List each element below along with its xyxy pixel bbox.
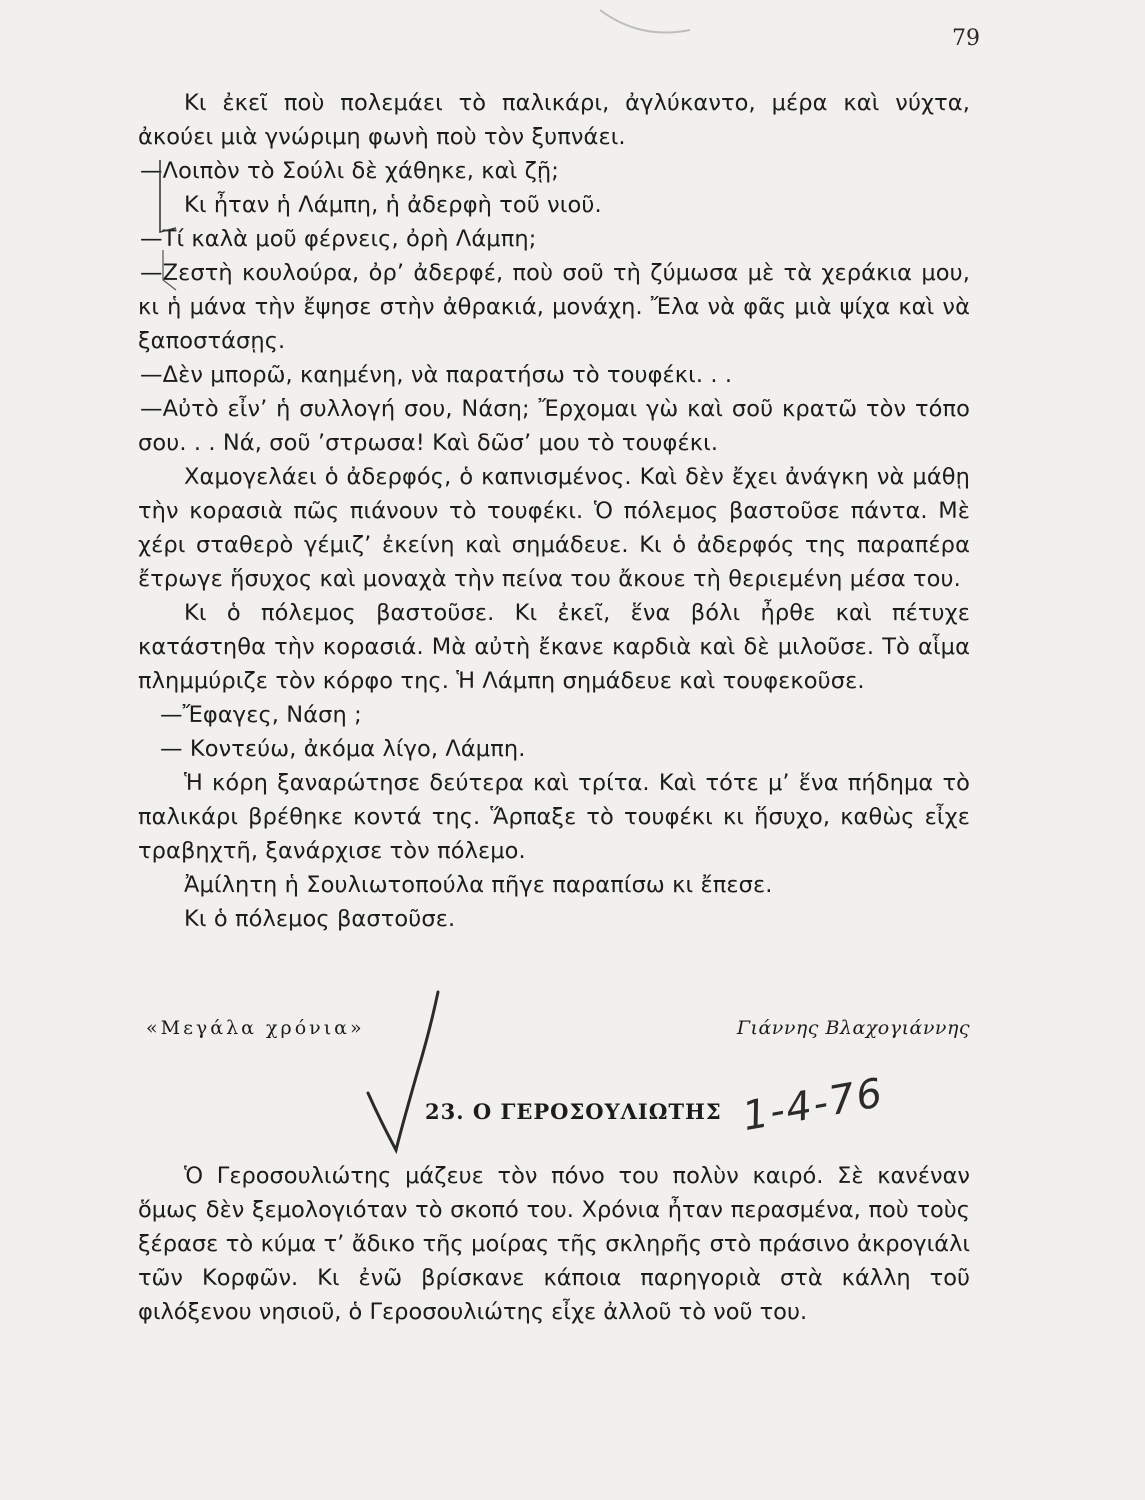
dialog-line: —Ἔφαγες, Νάση ; — [160, 702, 362, 728]
source-title: «Μεγάλα χρόνια» — [146, 1017, 365, 1039]
paragraph: Χαμογελάει ὁ ἀδερφός, ὁ καπνισμένος. Καὶ δὲν ἔχει ἀνάγκη νὰ μάθῃ τὴν κορασιὰ πῶς πιάνουν τὸ τουφέκι. Ὁ πόλεμος βαστοῦσε πάντα. Μὲ χέρι σταθερὸ γέμιζ’ ἐκείνη καὶ σημάδευε. Κι ὁ ἀδερφός της παραπέρα ἔτρωγε ἥσυχος καὶ μοναχὰ τὴν πείνα του ἄκουε τὴ θεριεμένη μέσα του. — [138, 464, 970, 592]
source-author: Γιάννης Βλαχογιάννης — [736, 1017, 970, 1039]
dialog-line: —Αὐτὸ εἶν’ ἡ συλλογή σου, Νάση; Ἔρχομαι γὼ καὶ σοῦ κρατῶ τὸν τόπο σου. . . Νά, σοῦ ’στρωσα! Καὶ δῶσ’ μου τὸ τουφέκι. — [138, 396, 970, 456]
paragraph: Ἀμίλητη ἡ Σουλιωτοπούλα πῆγε παραπίσω κι ἔπεσε. — [184, 872, 773, 898]
paragraph: Κι ὁ πόλεμος βαστοῦσε. Κι ἐκεῖ, ἕνα βόλι ἦρθε καὶ πέτυχε κατάστηθα τὴν κορασιά. Μὰ αὐτὴ ἔκανε καρδιὰ καὶ δὲ μιλοῦσε. Τὸ αἷμα πλημμύριζε τὸν κόρφο της. Ἡ Λάμπη σημάδευε καὶ τουφεκοῦσε. — [138, 600, 970, 694]
faint-pen-mark — [600, 10, 690, 33]
dialog-line: —Τί καλὰ μοῦ φέρνεις, ὀρὴ Λάμπη; — [140, 226, 537, 252]
dialog-line: — Κοντεύω, ἀκόμα λίγο, Λάμπη. — [160, 736, 526, 762]
source-citation — [138, 1017, 970, 1047]
paragraph: Ἡ κόρη ξαναρώτησε δεύτερα καὶ τρίτα. Καὶ τότε μ’ ἕνα πήδημα τὸ παλικάρι βρέθηκε κοντά της. Ἅρπαξε τὸ τουφέκι κι ἥσυχο, καθὼς εἶχε τραβηχτῆ, ξανάρχισε τὸν πόλεμο. — [138, 770, 970, 864]
passage-text — [138, 86, 970, 936]
dialog-line: —Ζεστὴ κουλούρα, ὀρ’ ἀδερφέ, ποὺ σοῦ τὴ ζύμωσα μὲ τὰ χεράκια μου, κι ἡ μάνα τὴν ἔψησε στὴν ἀθρακιά, μονάχη. Ἔλα νὰ φᾶς μιὰ ψίχα καὶ νὰ ξαποστάσῃς. — [138, 260, 970, 354]
handwritten-date: 1-4-76 — [739, 1069, 888, 1141]
dialog-line: —Δὲν μπορῶ, καημένη, νὰ παρατήσω τὸ τουφέκι. . . — [140, 362, 733, 388]
page-number: 79 — [952, 26, 980, 51]
paragraph: Κι ἐκεῖ ποὺ πολεμάει τὸ παλικάρι, ἀγλύκαντο, μέρα καὶ νύχτα, ἀκούει μιὰ γνώριμη φωνὴ ποὺ τὸν ξυπνάει. — [138, 90, 970, 150]
checkmark-mark — [368, 992, 438, 1150]
paragraph: Ὁ Γεροσουλιώτης μάζευε τὸν πόνο του πολὺν καιρό. Σὲ κανέναν ὅμως δὲν ξεμολογιόταν τὸ σκοπό του. Χρόνια ἦταν περασμένα, ποὺ τοὺς ξέρασε τὸ κύμα τ’ ἄδικο τῆς μοίρας τῆς σκληρῆς στὸ πράσινο ἀκρογιάλι τῶν Κορφῶν. Κι ἐνῶ βρίσκανε κάποια παρηγοριὰ στὰ κάλλη τοῦ φιλόξενου νησιοῦ, ὁ Γεροσουλιώτης εἶχε ἀλλοῦ τὸ νοῦ του. — [138, 1163, 970, 1325]
paragraph: Κι ὁ πόλεμος βαστοῦσε. — [184, 906, 456, 932]
section-text — [138, 1159, 970, 1329]
narration-line: Κι ἦταν ἡ Λάμπη, ἡ ἀδερφὴ τοῦ νιοῦ. — [184, 192, 602, 218]
section-heading: 23. Ο ΓΕΡΟΣΟΥΛΙΩΤΗΣ — [425, 1099, 722, 1124]
dialog-line: —Λοιπὸν τὸ Σούλι δὲ χάθηκε, καὶ ζῇ; — [140, 158, 559, 184]
